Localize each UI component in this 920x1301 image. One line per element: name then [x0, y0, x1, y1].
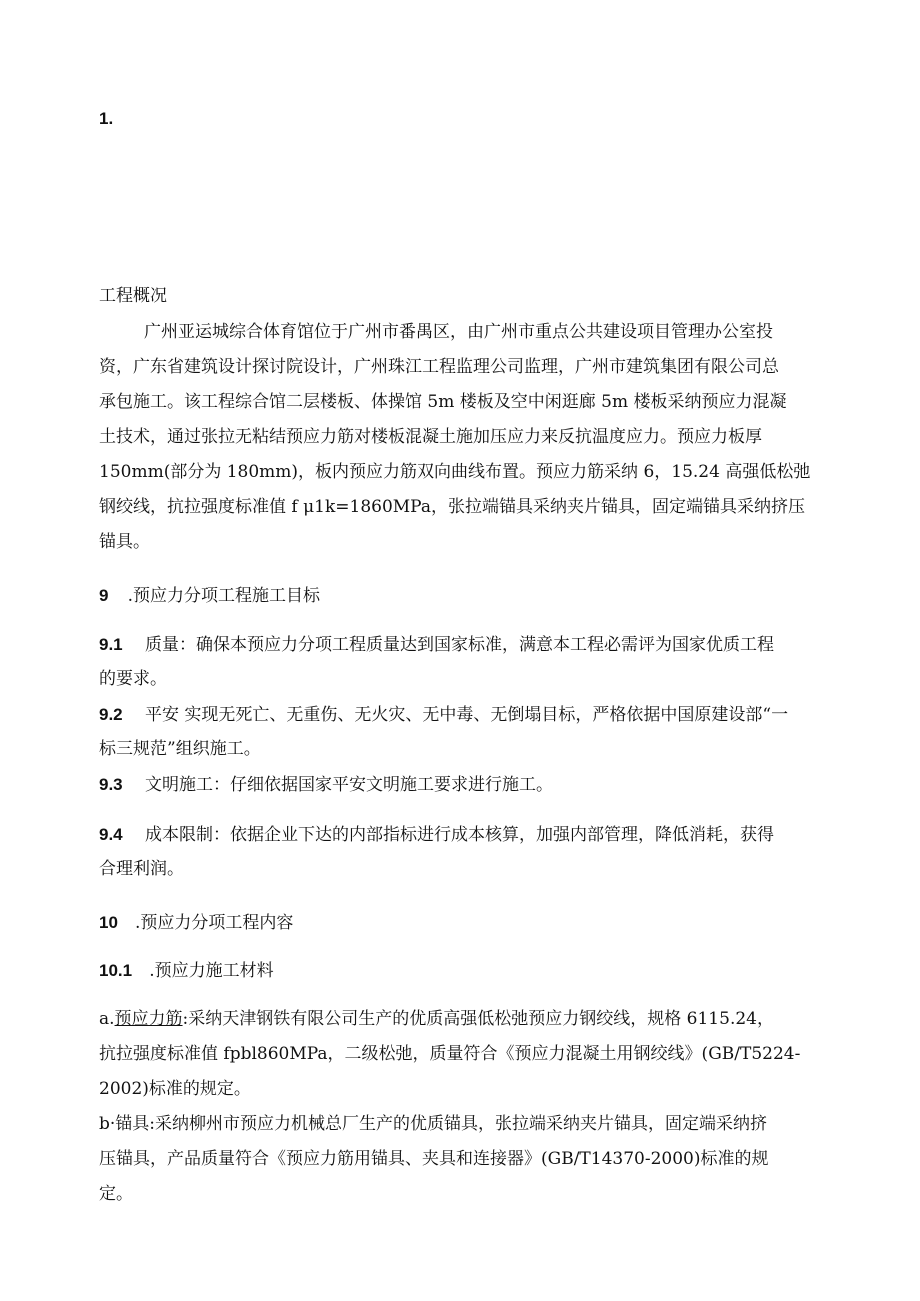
- overview-line: 广州亚运城综合体育馆位于广州市番禺区，由广州市重点公共建设项目管理办公室投: [144, 322, 773, 342]
- item-9-4: [99, 817, 839, 887]
- overview-line: 承包施工。该工程综合馆二层楼板、体操馆 5m 楼板及空中闲逛廊 5m 楼板采纳预应力混凝: [99, 392, 787, 412]
- item-9-3-line: 文明施工：仔细依据国家平安文明施工要求进行施工。: [145, 775, 553, 795]
- item-9-4-line: 成本限制：依据企业下达的内部指标进行成本核算，加强内部管理，降低消耗，获得: [145, 825, 774, 845]
- heading-number: 1.: [99, 109, 114, 128]
- overview-line: 土技术，通过张拉无粘结预应力筋对楼板混凝土施加压应力来反抗温度应力。预应力板厚: [99, 427, 762, 447]
- item-9-2-line: 平安 实现无死亡、无重伤、无火灾、无中毒、无倒塌目标，严格依据中国原建设部“一: [145, 705, 789, 725]
- item-9-4-line: 合理利润。: [99, 859, 184, 879]
- section-10-heading: [99, 913, 293, 933]
- item-a-line: :采纳天津钢铁有限公司生产的优质高强低松弛预应力钢绞线，规格 6115.24，: [182, 1009, 774, 1029]
- overview-line: 资，广东省建筑设计探讨院设计，广州珠江工程监理公司监理，广州市建筑集团有限公司总: [99, 357, 779, 377]
- subsection-10-1-title: .预应力施工材料: [149, 961, 274, 981]
- item-b-line: 压锚具，产品质量符合《预应力筋用锚具、夹具和连接器》(GB/T14370-2000)标准的规: [99, 1149, 769, 1169]
- item-9-2-number: 9.2: [99, 705, 123, 724]
- item-a-paragraph: [99, 1002, 839, 1107]
- item-9-1: [99, 627, 839, 697]
- section-9-heading: [99, 586, 320, 606]
- item-9-4-number: 9.4: [99, 825, 123, 844]
- item-a-line: 2002)标准的规定。: [99, 1079, 251, 1099]
- item-b-line: b·锚具:采纳柳州市预应力机械总厂生产的优质锚具，张拉端采纳夹片锚具，固定端采纳挤: [99, 1114, 768, 1134]
- item-b-paragraph: [99, 1107, 839, 1212]
- overview-line: 钢绞线，抗拉强度标准值 f μ1k=1860MPa，张拉端锚具采纳夹片锚具，固定端锚具采纳挤压: [99, 497, 805, 517]
- section-10-number: 10: [99, 913, 118, 932]
- overview-line: 150mm(部分为 180mm)，板内预应力筋双向曲线布置。预应力筋采纳 6，15.24 高强低松弛: [99, 462, 811, 482]
- item-a-prefix: a.: [99, 1009, 115, 1029]
- item-9-1-line: 的要求。: [99, 669, 167, 689]
- item-9-2: [99, 697, 839, 767]
- item-a-line: 抗拉强度标准值 fpbl860MPa，二级松弛，质量符合《预应力混凝土用钢绞线》(GB/T5224-: [99, 1044, 801, 1064]
- overview-paragraph: [99, 315, 839, 560]
- overview-line: 锚具。: [99, 532, 150, 552]
- item-9-1-number: 9.1: [99, 635, 123, 654]
- section-9-number: 9: [99, 586, 109, 605]
- item-9-3: [99, 767, 839, 802]
- subsection-10-1: [99, 961, 274, 981]
- item-b-line: 定。: [99, 1184, 133, 1204]
- item-9-3-number: 9.3: [99, 775, 123, 794]
- overview-title: 工程概况: [99, 286, 167, 306]
- item-9-2-line: 标三规范”组织施工。: [99, 739, 261, 759]
- section-9-title: .预应力分项工程施工目标: [127, 586, 320, 606]
- item-a-label: 预应力筋: [114, 1009, 183, 1029]
- item-9-1-line: 质量：确保本预应力分项工程质量达到国家标准，满意本工程必需评为国家优质工程: [145, 635, 774, 655]
- subsection-10-1-number: 10.1: [99, 961, 133, 980]
- section-10-title: .预应力分项工程内容: [135, 913, 294, 933]
